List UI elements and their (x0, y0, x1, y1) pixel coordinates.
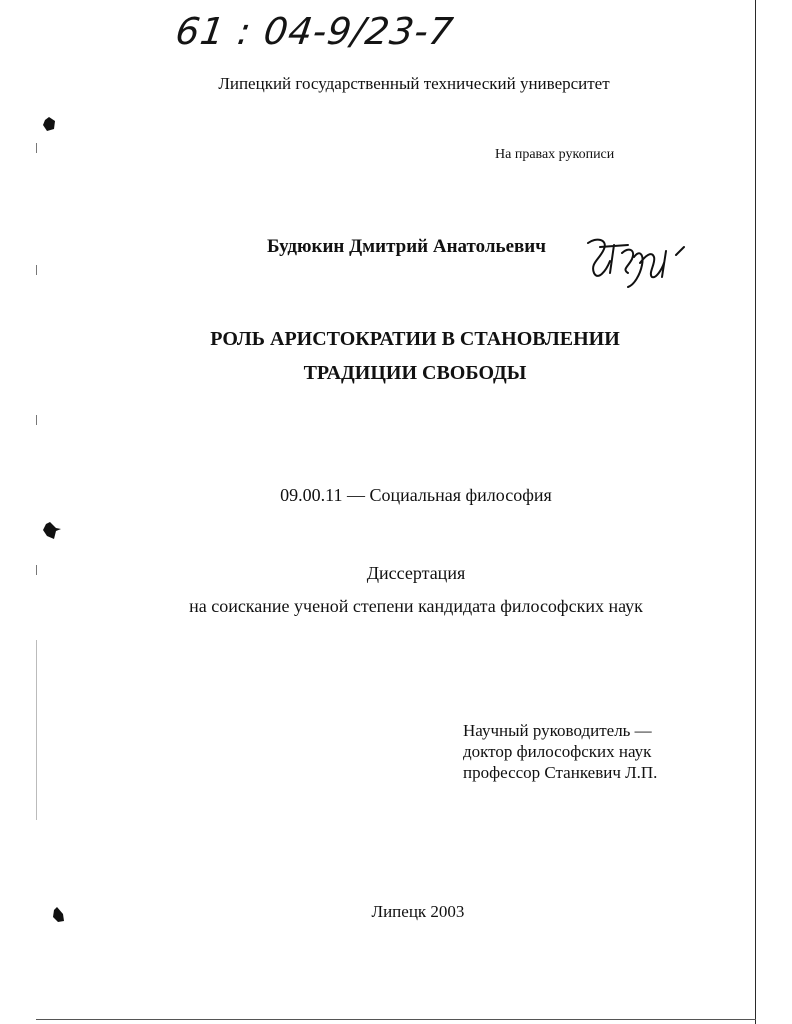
scan-edge-tick (36, 143, 37, 153)
scan-edge-tick (36, 415, 37, 425)
supervisor-name: профессор Станкевич Л.П. (463, 763, 658, 782)
supervisor-degree: доктор философских наук (463, 742, 652, 761)
supervisor-block (463, 720, 657, 783)
scan-edge-tick (36, 640, 37, 820)
document-type: Диссертация (366, 563, 466, 583)
archive-code: 61 : 04-9/23-7 (172, 10, 457, 53)
title-line-2: ТРАДИЦИИ СВОБОДЫ (303, 362, 527, 384)
city-year: Липецк 2003 (371, 902, 465, 921)
scan-edge-tick (36, 265, 37, 275)
title-line-1: РОЛЬ АРИСТОКРАТИИ В СТАНОВЛЕНИИ (210, 328, 620, 350)
punch-hole-mark (40, 520, 62, 542)
supervisor-role: Научный руководитель — (463, 721, 652, 740)
degree-description: на соискание ученой степени кандидата философских наук (189, 596, 643, 616)
punch-hole-mark (40, 115, 58, 133)
scan-edge-right (755, 0, 756, 1024)
author-name: Будюкин Дмитрий Анатольевич (267, 236, 546, 257)
university-name: Липецкий государственный технический университет (218, 74, 610, 93)
author-signature (582, 233, 690, 291)
specialty-code: 09.00.11 — Социальная философия (280, 485, 552, 505)
manuscript-note: На правах рукописи (495, 147, 615, 162)
scan-edge-bottom (36, 1019, 756, 1020)
